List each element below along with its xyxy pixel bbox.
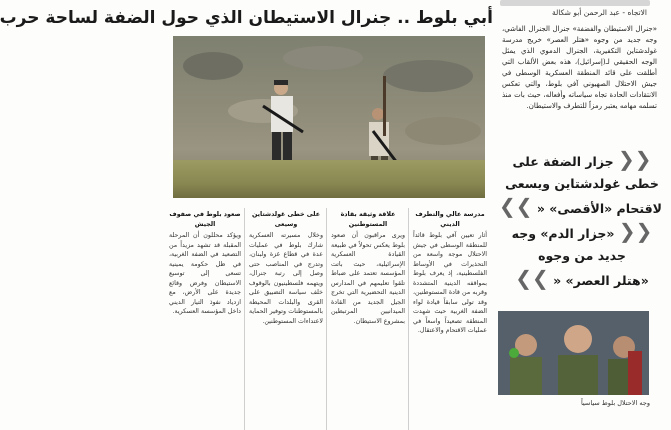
article-subhead: على خطى غولدشتاين وسيعى [251,211,321,228]
article-column-text: أثار تعيين آفي بلوط قائداً للمنطقة الوسطى في جيش الاحتلال موجة واسعة من التحذيرات في الأوساط الفلسطينية، إذ يعرف بلوط بمواقفه الدينية المتشددة وقربه من قادة المستوطنين، وقد تولى سابقاً قيادة لواء الضفة الغربية حيث شهدت المنطقة تصعيداً واسعاً في عمليات الاقتحام والاعتقال. [413,232,487,334]
pull-quote-line: خطى غولدشتاين ويسعى [505,176,659,191]
sidebar-body-text: «جنرال الاستيطان والفضفة» جنرال الجنرال الفاشي، وجه جديد من وجوه «هتلر العصر» خريج مدرسة غولدشتاين التكفيرية، الجنرال الدموي الذي يمثل الوجه الحقيقي لـ(إسرائيل)، هذه بعض الألقاب التي أطلقت على قائد المنطقة العسكرية الوسطى في جيش الاحتلال الصهيوني آفي بلوط، والتي تعكس الانتقادات الحادة تجاه سياساته وأفعاله، حيث بات منذ تسلمه مهامه يعتبر رمزاً للتطرف والاستيطان. [502,25,657,110]
column-divider [408,208,409,430]
article-headline: أبي بلوط .. جنرال الاستيطان الذي حول الضفة لساحة حرب [0,8,493,28]
grass-foreground [173,160,485,198]
article-body-columns [169,208,487,430]
article-column-3 [249,208,323,430]
pull-quote-line: «جزار الدم» وجه [511,226,615,241]
article-subhead: مدرسة عالي والتطرف الديني [415,211,485,228]
article-column-1 [413,208,487,430]
column-divider [326,208,327,430]
author-credit: الاتجاه - عبد الرحمن أبو شكالة [551,8,647,17]
article-column-text: ويرى مراقبون أن صعود بلوط يعكس تحولاً في طبيعة القيادة العسكرية الإسرائيلية، حيث باتت المؤسسة تعتمد على ضباط تلقوا تعليمهم في المدارس الدينية التحضيرية التي تخرج الجيل الجديد من القادة الميدانيين المرتبطين بمشروع الاستيطان. [331,232,405,325]
pull-quote-line: «هتلر العصر» « [553,273,649,288]
officers-illustration [498,311,649,395]
double-chevron-quote-icon: ❮❮ [617,147,652,171]
pull-quote-line: لاقتحام «الأقصى» « [536,201,662,216]
article-column-2 [331,208,405,430]
article-column-4 [169,208,241,430]
main-photo-settlers [173,36,485,198]
article-subhead: علاقة وثيقة بقادة المستوطنين [340,211,396,228]
side-photo-caption: وجه الاحتلال بلوط سياسياً [580,399,650,407]
double-chevron-quote-icon: ❮❮ [618,219,653,243]
double-chevron-quote-icon: ❯❯ [498,194,533,218]
sidebar-top-bar [500,0,650,6]
article-subhead: صعود بلوط في صفوف الجيش [169,211,241,228]
pull-quote-line: جديد من وجوه [538,248,626,263]
double-chevron-quote-icon: ❯❯ [515,266,549,290]
column-divider [244,208,245,430]
pull-quote [498,147,662,303]
side-photo-officers [498,311,649,395]
sidebar-panel [494,0,671,430]
pull-quote-line: جزار الضفة على [512,154,614,169]
article-column-text: وخلال مسيرته العسكرية شارك بلوط في عمليات عدة في قطاع غزة ولبنان، وتدرج في المناصب حتى وصل إلى رتبة جنرال، ويتهمه فلسطينيون بالوقوف خلف سياسة التضييق على القرى والبلدات المحيطة بالمستوطنات وتوفير الحماية لاعتداءات المستوطنين. [249,232,323,325]
article-column-text: ويؤكد محللون أن المرحلة المقبلة قد تشهد مزيداً من التصعيد في الضفة الغربية، في ظل حكومة يمينية تسعى إلى توسيع الاستيطان وفرض وقائع جديدة على الأرض، مع ازدياد نفوذ التيار الديني داخل المؤسسة العسكرية. [169,232,241,315]
